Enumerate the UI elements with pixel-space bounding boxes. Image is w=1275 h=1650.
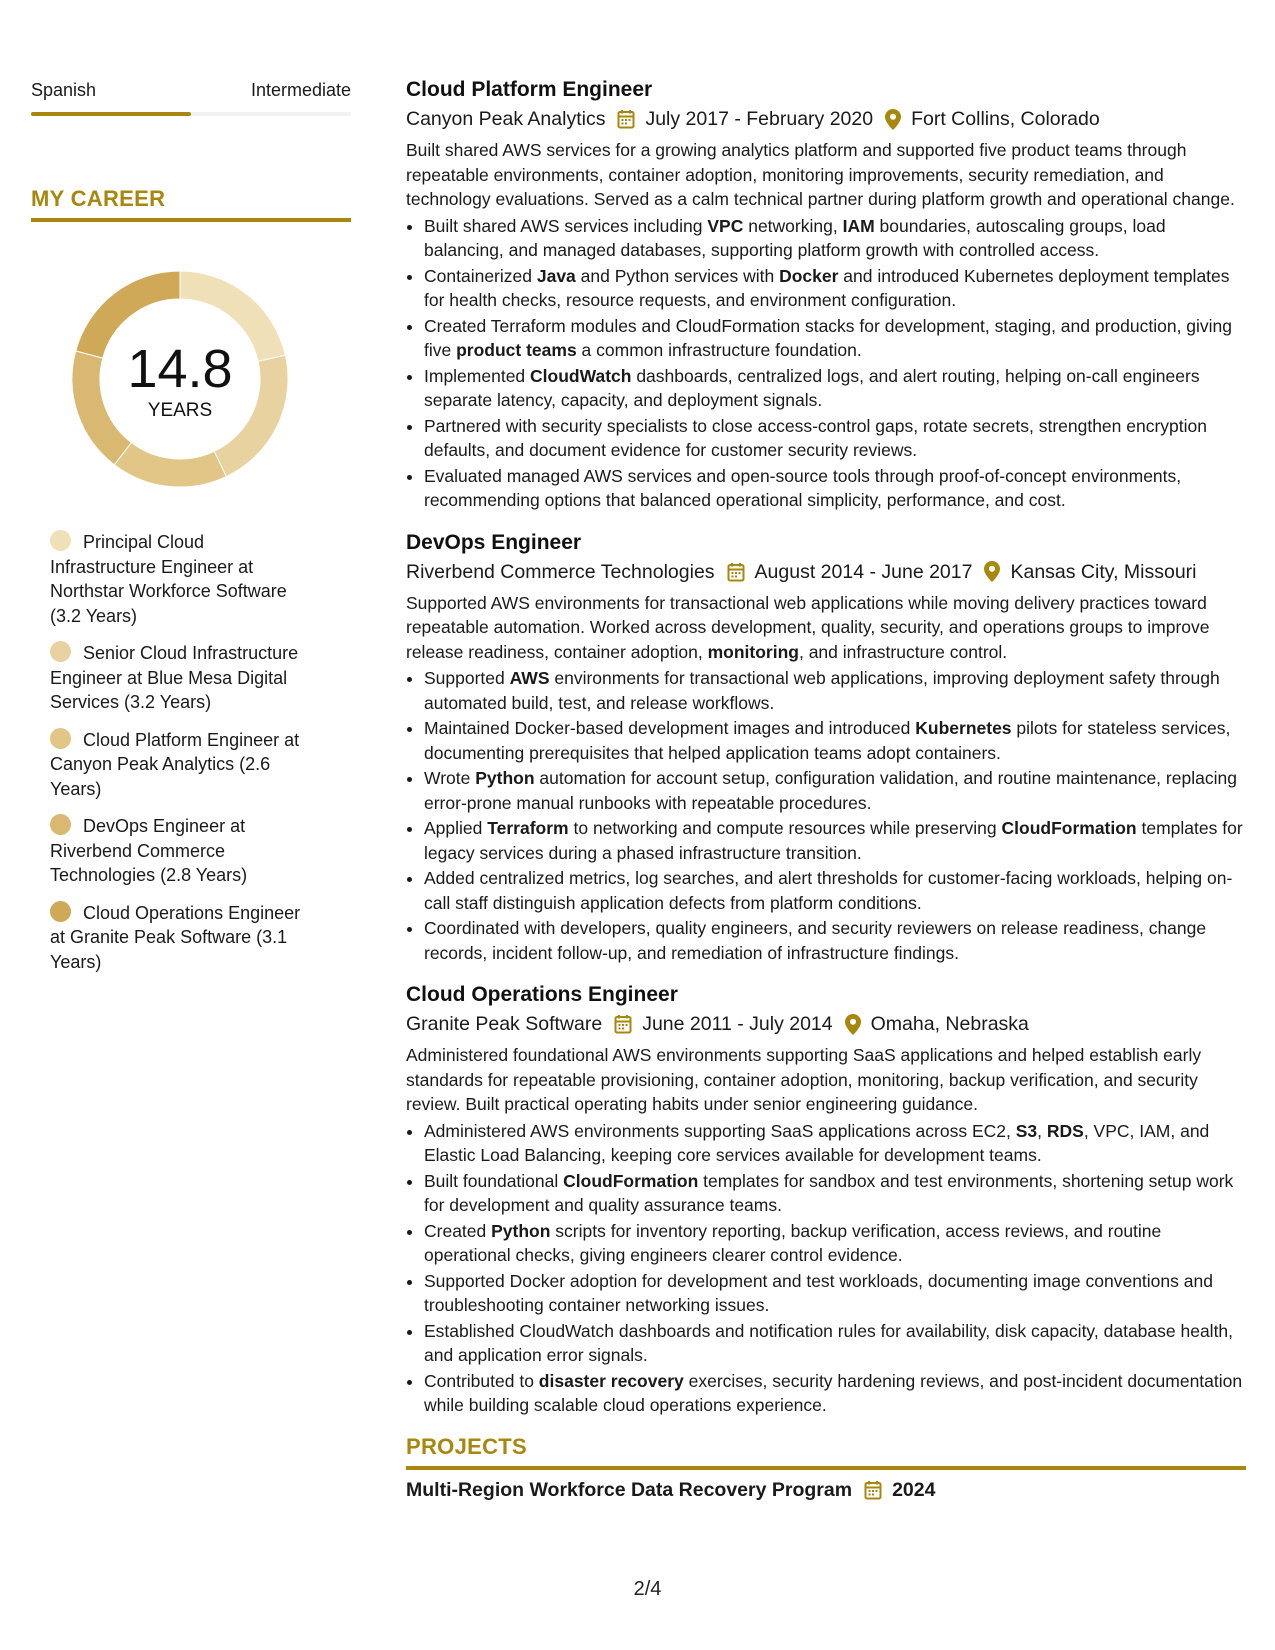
- job-bullets: [406, 214, 1246, 513]
- job-bullet: [424, 1119, 1246, 1168]
- language-proficiency-fill: [31, 112, 191, 116]
- keyword: CloudFormation: [563, 1170, 699, 1191]
- text-run: and introduced Kubernetes deployment templates for health checks, resource requests, and environment configuration.: [424, 265, 1230, 310]
- job-bullets: [406, 666, 1246, 965]
- location-pin-icon: [984, 561, 1000, 582]
- job-entry: [406, 76, 1246, 513]
- text-run: networking,: [743, 215, 843, 236]
- job-company: Canyon Peak Analytics: [406, 108, 606, 130]
- text-run: Built shared AWS services including: [424, 215, 708, 236]
- language-row: [31, 78, 351, 116]
- job-title: Cloud Platform Engineer: [406, 78, 653, 101]
- text-run: Created: [424, 1220, 492, 1241]
- text-run: Supported Docker adoption for development and test workloads, documenting image conventions and troubleshooting container networking issues.: [424, 1270, 1213, 1315]
- job-company: Granite Peak Software: [406, 1013, 603, 1035]
- career-legend-item: [50, 728, 315, 802]
- text-run: Applied: [424, 818, 488, 838]
- page-number: 2/4: [633, 1578, 662, 1600]
- calendar-icon: [614, 1014, 632, 1034]
- legend-label: Cloud Operations Engineer at Granite Peak Software (3.1 Years): [50, 902, 301, 972]
- job-location: Omaha, Nebraska: [870, 1013, 1029, 1035]
- text-run: Added centralized metrics, log searches, and alert thresholds for customer-facing workloads, helping on-call staff distinguish application defects from platform conditions.: [424, 868, 1233, 913]
- job-bullets: [406, 1119, 1246, 1418]
- job-bullet: [424, 716, 1246, 765]
- keyword: Kubernetes: [915, 718, 1012, 738]
- text-run: , and infrastructure control.: [798, 641, 1008, 662]
- text-run: Built foundational: [424, 1170, 564, 1191]
- text-run: Coordinated with developers, quality engineers, and security reviewers on release readiness, change records, incident follow-up, and remediation of infrastructure findings.: [424, 918, 1207, 963]
- job-bullet: [424, 214, 1246, 263]
- job-dates: July 2017 - February 2020: [645, 108, 874, 130]
- job-entry: [406, 981, 1246, 1418]
- text-run: , VPC, IAM, and Elastic Load Balancing, keeping core services available for development teams.: [424, 1120, 1210, 1165]
- text-run: automation for account setup, configuration validation, and routine maintenance, replacing error-prone manual runbooks with repeatable procedures.: [424, 768, 1237, 813]
- job-bullet: [424, 1269, 1246, 1318]
- keyword: VPC: [707, 215, 744, 236]
- legend-label: Cloud Platform Engineer at Canyon Peak Analytics (2.6 Years): [50, 729, 300, 799]
- career-legend-item: [50, 901, 315, 975]
- keyword: Terraform: [487, 818, 569, 838]
- text-run: Supported AWS environments for transactional web applications while moving delivery practices toward repeatable automation. Worked across development, quality, security, and operations groups to improve release readiness, container adoption,: [406, 592, 1210, 662]
- job-bullet: [424, 1369, 1246, 1418]
- keyword: CloudWatch: [530, 365, 632, 386]
- career-legend-item: [50, 641, 315, 715]
- career-donut-chart: [65, 264, 295, 494]
- text-run: scripts for inventory reporting, backup verification, access reviews, and routine operational checks, giving engineers clearer control evidence.: [424, 1220, 1162, 1265]
- job-summary: Built shared AWS services for a growing analytics platform and supported five product teams through repeatable environments, container adoption, monitoring improvements, security remediation, and technology evaluations. Served as a calm technical partner during platform growth and operational change.: [406, 140, 1235, 209]
- job-summary: Administered foundational AWS environments supporting SaaS applications and helped establish early standards for repeatable provisioning, container adoption, monitoring, backup verification, and security review. Built practical operating habits under senior engineering guidance.: [406, 1045, 1202, 1114]
- text-run: templates for legacy services during a phased infrastructure transition.: [424, 818, 1243, 863]
- text-run: Wrote: [424, 768, 476, 788]
- location-pin-icon: [845, 1014, 861, 1035]
- legend-dot-icon: [50, 901, 71, 922]
- career-legend-item: [50, 530, 315, 628]
- keyword: IAM: [842, 215, 875, 236]
- text-run: a common infrastructure foundation.: [576, 340, 862, 360]
- legend-label: Senior Cloud Infrastructure Engineer at Blue Mesa Digital Services (3.2 Years): [50, 643, 299, 712]
- job-company: Riverbend Commerce Technologies: [406, 560, 715, 583]
- text-run: Partnered with security specialists to close access-control gaps, rotate secrets, strengthen encryption defaults, and document evidence for customer security reviews.: [424, 415, 1208, 460]
- text-run: Established CloudWatch dashboards and notification rules for availability, disk capacity, database health, and application error signals.: [424, 1320, 1234, 1365]
- text-run: ,: [1037, 1120, 1047, 1141]
- text-run: dashboards, centralized logs, and alert routing, helping on-call engineers separate latency, capacity, and deployment signals.: [424, 365, 1200, 410]
- keyword: Python: [491, 1220, 551, 1241]
- keyword: RDS: [1046, 1120, 1084, 1141]
- text-run: Containerized: [424, 265, 537, 286]
- job-meta: [406, 104, 1246, 134]
- job-meta: [406, 557, 1246, 587]
- sidebar: [31, 78, 351, 987]
- job-title: Cloud Operations Engineer: [406, 983, 678, 1006]
- job-bullet: [424, 1169, 1246, 1218]
- text-run: Contributed to: [424, 1370, 539, 1391]
- calendar-icon: [864, 1480, 882, 1500]
- job-summary: [406, 591, 1246, 665]
- job-bullet: [424, 916, 1246, 965]
- job-bullet: [424, 866, 1246, 915]
- keyword: S3: [1015, 1120, 1038, 1141]
- legend-dot-icon: [50, 530, 71, 551]
- text-run: to networking and compute resources while preserving: [568, 818, 1002, 838]
- text-run: Evaluated managed AWS services and open-source tools through proof-of-concept environments, recommending options that balanced operational simplicity, performance, and cost.: [424, 465, 1182, 510]
- job-dates: August 2014 - June 2017: [754, 560, 973, 583]
- job-bullet: [424, 464, 1246, 513]
- total-years-unit: YEARS: [147, 400, 213, 421]
- career-legend-item: [50, 814, 315, 888]
- text-run: Maintained Docker-based development images and introduced: [424, 718, 916, 738]
- career-section-title: MY CAREER: [31, 186, 351, 222]
- job-location: Fort Collins, Colorado: [911, 108, 1100, 130]
- job-dates: June 2011 - July 2014: [642, 1013, 833, 1035]
- location-pin-icon: [885, 109, 901, 130]
- calendar-icon: [727, 562, 745, 582]
- project-name: Multi-Region Workforce Data Recovery Program: [406, 1478, 853, 1501]
- text-run: and Python services with: [575, 265, 780, 286]
- keyword: Docker: [779, 265, 839, 286]
- text-run: templates for sandbox and test environments, shortening setup work for development and quality assurance teams.: [424, 1170, 1234, 1215]
- total-years-value: 14.8: [127, 339, 233, 399]
- project-year: 2024: [892, 1478, 936, 1501]
- text-run: boundaries, autoscaling groups, load balancing, and managed databases, supporting platform growth with controlled access.: [424, 215, 1166, 260]
- legend-dot-icon: [50, 728, 71, 749]
- keyword: monitoring: [707, 641, 799, 662]
- language-name: Spanish: [31, 80, 97, 100]
- keyword: product teams: [456, 340, 577, 360]
- job-location: Kansas City, Missouri: [1010, 560, 1197, 583]
- text-run: pilots for stateless services, documenting prerequisites that helped application teams adopt containers.: [424, 718, 1231, 763]
- job-bullet: [424, 1319, 1246, 1368]
- keyword: Java: [536, 265, 576, 286]
- experience-list: [406, 76, 1246, 1418]
- legend-label: Principal Cloud Infrastructure Engineer at Northstar Workforce Software (3.2 Years): [50, 532, 287, 626]
- language-level: Intermediate: [250, 80, 351, 100]
- project-item: [406, 1476, 1246, 1504]
- text-run: exercises, security hardening reviews, and post-incident documentation while building scalable cloud operations experience.: [424, 1370, 1243, 1415]
- keyword: CloudFormation: [1001, 818, 1137, 838]
- job-bullet: [424, 314, 1246, 363]
- text-run: environments for transactional web applications, improving deployment safety through automated build, test, and release workflows.: [424, 668, 1220, 713]
- legend-dot-icon: [50, 641, 71, 662]
- job-meta: [406, 1009, 1246, 1039]
- text-run: Supported: [424, 668, 510, 688]
- text-run: Administered AWS environments supporting SaaS applications across EC2,: [424, 1120, 1016, 1141]
- legend-dot-icon: [50, 814, 71, 835]
- job-entry: [406, 529, 1246, 966]
- job-bullet: [424, 766, 1246, 815]
- keyword: disaster recovery: [538, 1370, 684, 1391]
- job-bullet: [424, 364, 1246, 413]
- career-legend: [31, 530, 315, 974]
- job-bullet: [424, 816, 1246, 865]
- job-bullet: [424, 414, 1246, 463]
- text-run: Created Terraform modules and CloudFormation stacks for development, staging, and production, giving five: [424, 315, 1233, 360]
- main-content: [406, 76, 1246, 1504]
- keyword: AWS: [509, 668, 550, 688]
- job-bullet: [424, 264, 1246, 313]
- job-bullet: [424, 1219, 1246, 1268]
- projects-section-title: PROJECTS: [406, 1434, 1246, 1470]
- job-bullet: [424, 666, 1246, 715]
- legend-label: DevOps Engineer at Riverbend Commerce Technologies (2.8 Years): [50, 816, 248, 885]
- language-proficiency-bar: [31, 112, 351, 116]
- job-title: DevOps Engineer: [406, 530, 582, 554]
- text-run: Implemented: [424, 365, 531, 386]
- keyword: Python: [475, 768, 535, 788]
- calendar-icon: [617, 109, 635, 129]
